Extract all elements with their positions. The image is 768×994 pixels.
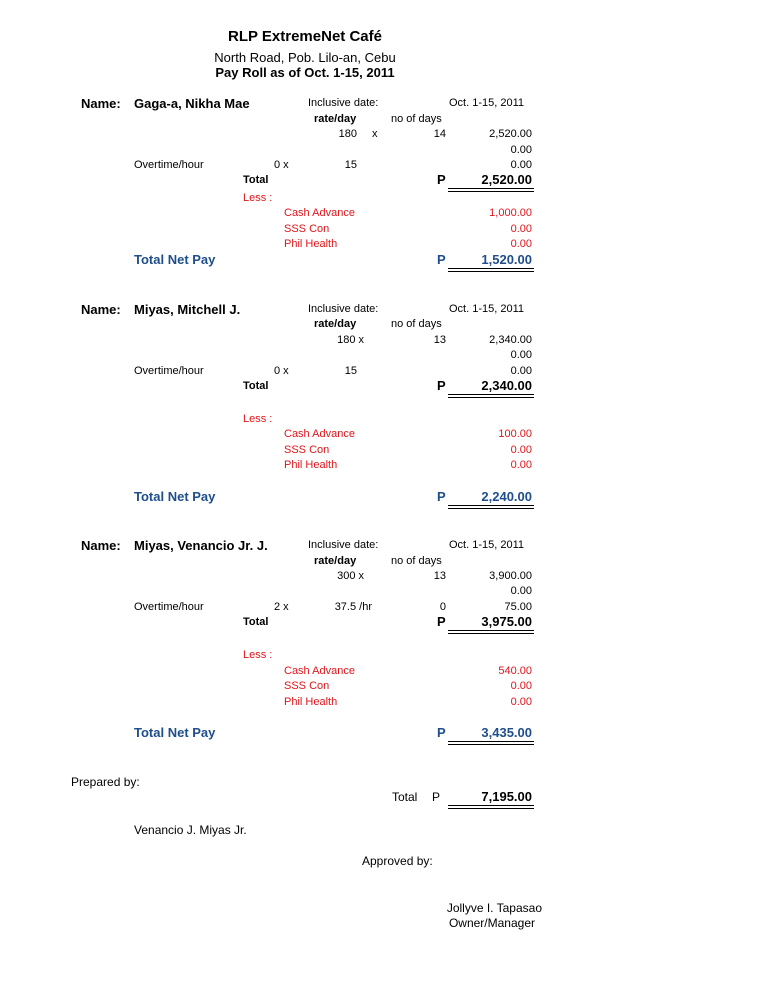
peso-mark: P — [437, 378, 446, 393]
inclusive-date-label: Inclusive date: — [308, 97, 379, 109]
grand-total-double-underline — [448, 805, 534, 809]
overtime-label: Overtime/hour — [134, 601, 204, 613]
extra-amount: 0.00 — [510, 144, 532, 156]
cash-advance-label: Cash Advance — [284, 207, 355, 219]
sss-amount: 0.00 — [510, 444, 532, 456]
sss-label: SSS Con — [284, 223, 330, 235]
net-double-underline — [448, 741, 534, 745]
inclusive-date-label: Inclusive date: — [308, 539, 379, 551]
extra-amount: 0.00 — [510, 585, 532, 597]
employee-name: Miyas, Venancio Jr. J. — [134, 538, 268, 553]
prepared-by-label: Prepared by: — [71, 775, 140, 789]
employee-name: Miyas, Mitchell J. — [134, 302, 241, 317]
overtime-days: 0 — [439, 601, 446, 613]
approved-by-label: Approved by: — [362, 854, 433, 868]
rate-value: 180 — [338, 128, 357, 140]
net-pay-amount: 2,240.00 — [481, 489, 532, 504]
name-label: Name: — [81, 302, 121, 317]
sss-amount: 0.00 — [510, 223, 532, 235]
net-double-underline — [448, 268, 534, 272]
peso-mark: P — [437, 614, 446, 629]
overtime-rate: 15 — [344, 365, 357, 377]
no-of-days-label: no of days — [391, 113, 442, 125]
overtime-rate: 37.5 /hr — [334, 601, 372, 613]
philhealth-amount: 0.00 — [510, 696, 532, 708]
less-label: Less : — [243, 649, 273, 661]
net-pay-amount: 1,520.00 — [481, 252, 532, 267]
overtime-amount: 0.00 — [510, 159, 532, 171]
payroll-period: Pay Roll as of Oct. 1-15, 2011 — [215, 65, 395, 80]
total-net-pay-label: Total Net Pay — [134, 725, 216, 740]
grand-total-label: Total — [392, 790, 418, 804]
double-underline — [448, 630, 534, 634]
less-label: Less : — [243, 413, 273, 425]
employee-name: Gaga-a, Nikha Mae — [134, 96, 250, 111]
total-net-pay-label: Total Net Pay — [134, 489, 216, 504]
net-double-underline — [448, 505, 534, 509]
sss-label: SSS Con — [284, 444, 330, 456]
name-label: Name: — [81, 538, 121, 553]
grand-total-amount: 7,195.00 — [481, 789, 532, 804]
net-peso-mark: P — [437, 725, 446, 740]
net-peso-mark: P — [437, 252, 446, 267]
philhealth-label: Phil Health — [284, 238, 338, 250]
total-net-pay-label: Total Net Pay — [134, 252, 216, 267]
rate-day-label: rate/day — [314, 113, 357, 125]
double-underline — [448, 394, 534, 398]
overtime-amount: 0.00 — [510, 365, 532, 377]
overtime-rate: 15 — [344, 159, 357, 171]
gross-total: 2,340.00 — [481, 378, 532, 393]
basic-amount: 2,520.00 — [489, 128, 532, 140]
extra-amount: 0.00 — [510, 349, 532, 361]
rate-day-label: rate/day — [314, 555, 357, 567]
inclusive-date-label: Inclusive date: — [308, 303, 379, 315]
rate-value: 300 x — [337, 570, 364, 582]
name-label: Name: — [81, 96, 121, 111]
days-value: 13 — [433, 334, 446, 346]
less-label: Less : — [243, 192, 273, 204]
no-of-days-label: no of days — [391, 318, 442, 330]
net-pay-amount: 3,435.00 — [481, 725, 532, 740]
cash-advance-label: Cash Advance — [284, 665, 355, 677]
days-value: 13 — [433, 570, 446, 582]
peso-mark: P — [437, 172, 446, 187]
cash-advance-amount: 1,000.00 — [489, 207, 532, 219]
company-address: North Road, Pob. Lilo-an, Cebu — [214, 50, 396, 65]
approver-name: Jollyve I. Tapasao — [446, 901, 542, 915]
philhealth-label: Phil Health — [284, 696, 338, 708]
overtime-hours: 0 x — [274, 365, 289, 377]
inclusive-date-value: Oct. 1-15, 2011 — [449, 97, 525, 109]
basic-amount: 3,900.00 — [489, 570, 532, 582]
philhealth-label: Phil Health — [284, 459, 338, 471]
overtime-label: Overtime/hour — [134, 365, 204, 377]
preparer-name: Venancio J. Miyas Jr. — [134, 823, 247, 837]
no-of-days-label: no of days — [391, 555, 442, 567]
rate-value: 180 x — [337, 334, 364, 346]
total-label: Total — [243, 380, 269, 392]
sss-label: SSS Con — [284, 680, 330, 692]
overtime-label: Overtime/hour — [134, 159, 204, 171]
inclusive-date-value: Oct. 1-15, 2011 — [449, 303, 525, 315]
cash-advance-amount: 540.00 — [498, 665, 532, 677]
sss-amount: 0.00 — [510, 680, 532, 692]
approver-title: Owner/Manager — [448, 916, 535, 930]
rate-x: x — [372, 128, 378, 140]
grand-total-peso: P — [432, 790, 441, 804]
company-name: RLP ExtremeNet Café — [228, 28, 382, 45]
philhealth-amount: 0.00 — [510, 238, 532, 250]
philhealth-amount: 0.00 — [510, 459, 532, 471]
inclusive-date-value: Oct. 1-15, 2011 — [449, 539, 525, 551]
overtime-amount: 75.00 — [504, 601, 532, 613]
total-label: Total — [243, 174, 269, 186]
net-peso-mark: P — [437, 489, 446, 504]
cash-advance-amount: 100.00 — [498, 428, 532, 440]
cash-advance-label: Cash Advance — [284, 428, 355, 440]
days-value: 14 — [433, 128, 446, 140]
overtime-hours: 2 x — [274, 601, 289, 613]
total-label: Total — [243, 616, 269, 628]
rate-day-label: rate/day — [314, 318, 357, 330]
gross-total: 2,520.00 — [481, 172, 532, 187]
overtime-hours: 0 x — [274, 159, 289, 171]
basic-amount: 2,340.00 — [489, 334, 532, 346]
gross-total: 3,975.00 — [481, 614, 532, 629]
